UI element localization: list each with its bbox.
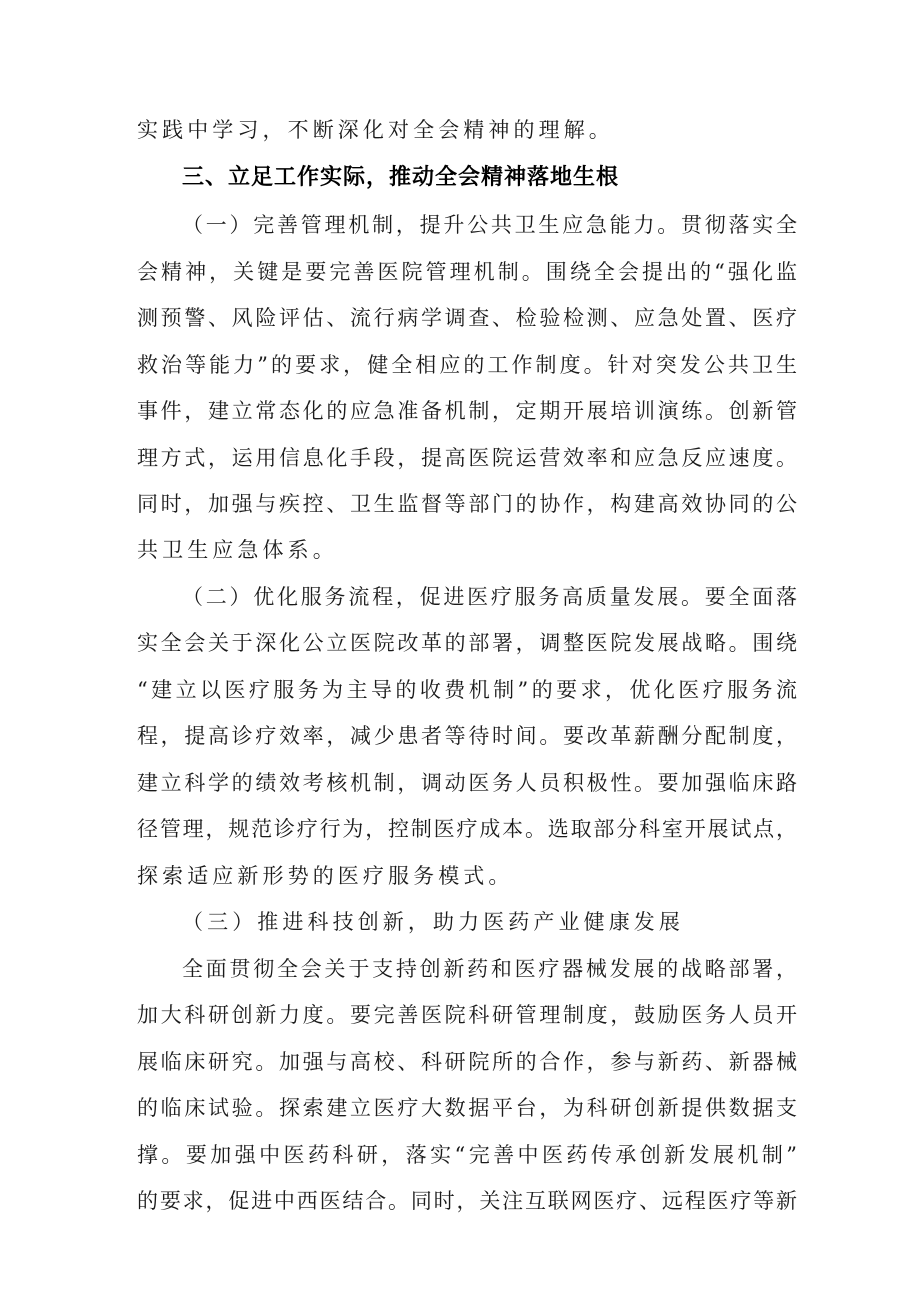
paragraph-line: 共卫生应急体系。 [137,538,338,562]
paragraph-line: （二）优化服务流程，促进医疗服务高质量发展。要全面落 [182,585,797,609]
paragraph-line: 程，提高诊疗效率，减少患者等待时间。要改革薪酬分配制度， [137,724,797,748]
paragraph-line: 理方式，运用信息化手段，提高医院运营效率和应急反应速度。 [137,446,797,470]
paragraph-line: “建立以医疗服务为主导的收费机制”的要求，优化医疗服务流 [137,678,797,702]
paragraph-line: （一）完善管理机制，提升公共卫生应急能力。贯彻落实全 [182,213,797,237]
paragraph-line: 的要求，促进中西医结合。同时，关注互联网医疗、远程医疗等新 [137,1189,797,1213]
paragraph-line: 实践中学习，不断深化对全会精神的理解。 [137,118,614,142]
paragraph-line: 事件，建立常态化的应急准备机制，定期开展培训演练。创新管 [137,399,797,423]
subsection-heading: （三）推进科技创新，助力医药产业健康发展 [182,910,684,934]
paragraph-line: 救治等能力”的要求，健全相应的工作制度。针对突发公共卫生 [137,353,797,377]
paragraph-line: 撑。要加强中医药科研，落实“完善中医药传承创新发展机制” [137,1143,797,1167]
paragraph-line: 的临床试验。探索建立医疗大数据平台，为科研创新提供数据支 [137,1096,797,1120]
paragraph-line: 建立科学的绩效考核机制，调动医务人员积极性。要加强临床路 [137,771,797,795]
paragraph-line: 同时，加强与疾控、卫生监督等部门的协作，构建高效协同的公 [137,492,797,516]
paragraph-line: 测预警、风险评估、流行病学调查、检验检测、应急处置、医疗 [137,306,797,330]
section-heading: 三、立足工作实际，推动全会精神落地生根 [182,165,620,190]
paragraph-line: 实全会关于深化公立医院改革的部署，调整医院发展战略。围绕 [137,631,797,655]
paragraph-line: 全面贯彻全会关于支持创新药和医疗器械发展的战略部署， [182,957,797,981]
paragraph-line: 加大科研创新力度。要完善医院科研管理制度，鼓励医务人员开 [137,1003,797,1027]
paragraph-line: 探索适应新形势的医疗服务模式。 [137,864,514,888]
paragraph-line: 径管理，规范诊疗行为，控制医疗成本。选取部分科室开展试点， [137,817,797,841]
paragraph-line: 展临床研究。加强与高校、科研院所的合作，参与新药、新器械 [137,1050,797,1074]
paragraph-line: 会精神，关键是要完善医院管理机制。围绕全会提出的“强化监 [137,260,797,284]
